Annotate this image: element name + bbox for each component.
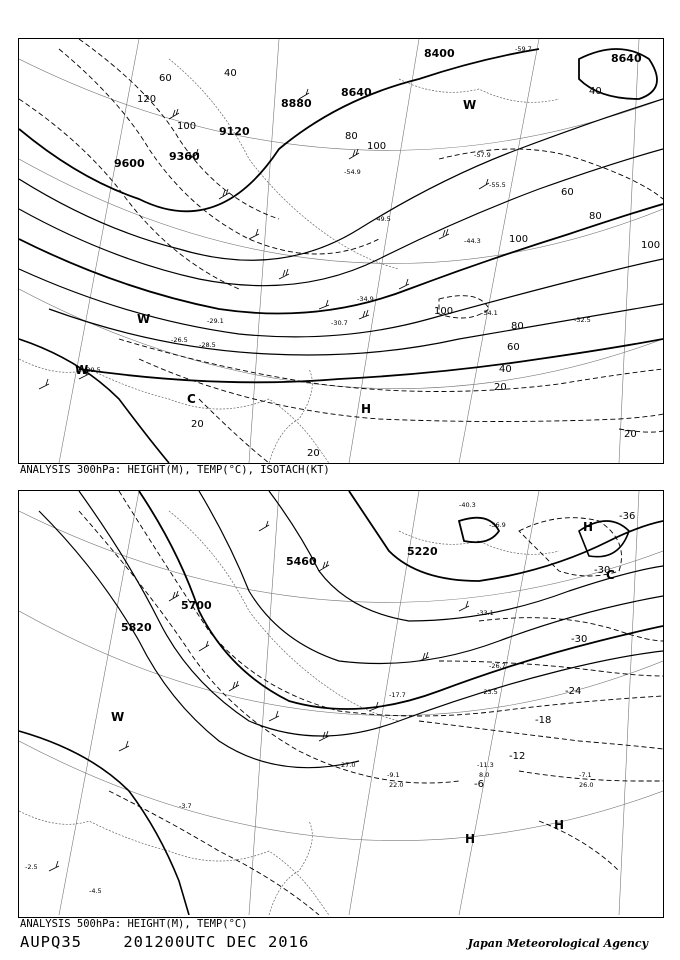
temp-contour-label: -30: [571, 634, 588, 645]
isotach-label: 80: [589, 211, 602, 222]
height-label: 8880: [281, 97, 312, 110]
temp-contour-labels: [474, 511, 635, 790]
temp-label: -7.1: [579, 771, 592, 779]
temp-label: -2.5: [25, 863, 38, 871]
temp-contour-label: -18: [535, 715, 552, 726]
temp-label: -11.3: [477, 761, 494, 769]
wind-barbs: [49, 521, 469, 871]
isotach-label: 100: [367, 141, 387, 152]
height-label: 5820: [121, 621, 152, 634]
chart-code: AUPQ35: [20, 933, 82, 951]
temp-label: -30.7: [331, 319, 348, 327]
isotach-label: 60: [561, 187, 574, 198]
chart-500hpa-map: [19, 491, 663, 915]
temp-label: -26.7: [489, 662, 506, 670]
chart-300hpa: [18, 38, 664, 464]
isotach-label: 100: [509, 234, 529, 245]
isotach-label: 40: [499, 364, 512, 375]
cold-marker: C: [606, 568, 615, 582]
temp-label: -9.1: [387, 771, 400, 779]
isotach-label: 80: [511, 321, 524, 332]
temp-label: -26.5: [171, 336, 188, 344]
temp-label: -54.9: [344, 168, 361, 176]
height-labels: [121, 545, 438, 634]
cold-marker: C: [187, 392, 196, 406]
agency-name: Japan Meteorological Agency: [467, 937, 648, 950]
temp-label: -34.9: [357, 295, 374, 303]
high-pressure-marker: H: [554, 818, 565, 832]
temp-label: -55.5: [489, 181, 506, 189]
isotach-label: 20: [191, 419, 204, 430]
chart-300hpa-map: [19, 39, 663, 463]
high-pressure-marker: H: [465, 832, 476, 846]
coastlines: [19, 511, 559, 915]
temp-label: -28.5: [199, 341, 216, 349]
chart-300hpa-caption: ANALYSIS 300hPa: HEIGHT(M), TEMP(°C), ISOTACH(KT): [20, 464, 330, 476]
high-pressure-marker: H: [361, 402, 372, 416]
temp-label: -40.3: [459, 501, 476, 509]
isotach-label: 40: [589, 86, 602, 97]
temp-label: -33.1: [477, 609, 494, 617]
temp-contour-label: -36: [619, 511, 636, 522]
temp-label: -23.5: [481, 688, 498, 696]
temp-contour-label: -24: [565, 686, 582, 697]
high-pressure-marker: H: [583, 520, 594, 534]
temp-label: -29.5: [84, 366, 101, 374]
temp-label: -59.7: [515, 45, 532, 53]
isotach-label: 100: [434, 306, 454, 317]
height-label: 5700: [181, 599, 212, 612]
warm-marker: W: [137, 312, 151, 326]
isotach-label: 20: [494, 382, 507, 393]
chart-500hpa-caption: ANALYSIS 500hPa: HEIGHT(M), TEMP(°C): [20, 918, 248, 930]
latlon-grid: [19, 39, 663, 463]
isotach-label: 40: [224, 68, 237, 79]
temp-label: -3.7: [179, 802, 192, 810]
temp-label: -57.9: [474, 151, 491, 159]
pressure-systems: [75, 98, 476, 416]
height-contours: [19, 49, 663, 463]
height-label: 8400: [424, 47, 455, 60]
height-label: 8640: [611, 52, 642, 65]
isotach-label: 20: [307, 448, 320, 459]
temp-label: -36.9: [489, 521, 506, 529]
chart-500hpa: [18, 490, 664, 918]
temp-label: -29.1: [207, 317, 224, 325]
temp-label: 22.0: [389, 781, 404, 789]
height-label: 8640: [341, 86, 372, 99]
temp-label: -32.5: [574, 316, 591, 324]
coastlines: [19, 59, 559, 463]
isotach-label: 20: [624, 429, 637, 440]
temp-contour-label: -12: [509, 751, 526, 762]
temp-label: 27.0: [341, 761, 356, 769]
height-label: 9360: [169, 150, 200, 163]
isotach-label: 60: [159, 73, 172, 84]
temp-label: -44.3: [464, 237, 481, 245]
isotach-label: 100: [641, 240, 661, 251]
warm-marker: W: [75, 363, 89, 377]
temp-label: -34.1: [481, 309, 498, 317]
temp-label: -17.7: [389, 691, 406, 699]
chart-id-and-time: [20, 933, 309, 951]
isotach-label: 80: [345, 131, 358, 142]
temp-contour-label: -30: [594, 565, 611, 576]
height-label: 9120: [219, 125, 250, 138]
warm-marker: W: [463, 98, 477, 112]
height-label: 9600: [114, 157, 145, 170]
isotach-contours: [19, 39, 663, 463]
chart-datetime: 201200UTC DEC 2016: [123, 933, 310, 951]
temp-label: 26.0: [579, 781, 594, 789]
isotach-label: 60: [507, 342, 520, 353]
temp-label: -49.5: [374, 215, 391, 223]
isotach-label: 120: [137, 94, 157, 105]
temp-label: -4.5: [89, 887, 102, 895]
warm-marker: W: [111, 710, 125, 724]
isotach-label: 100: [177, 121, 197, 132]
height-label: 5220: [407, 545, 438, 558]
height-label: 5460: [286, 555, 317, 568]
temp-contour-label: -6: [474, 779, 484, 790]
temp-label: 8.0: [479, 771, 490, 779]
